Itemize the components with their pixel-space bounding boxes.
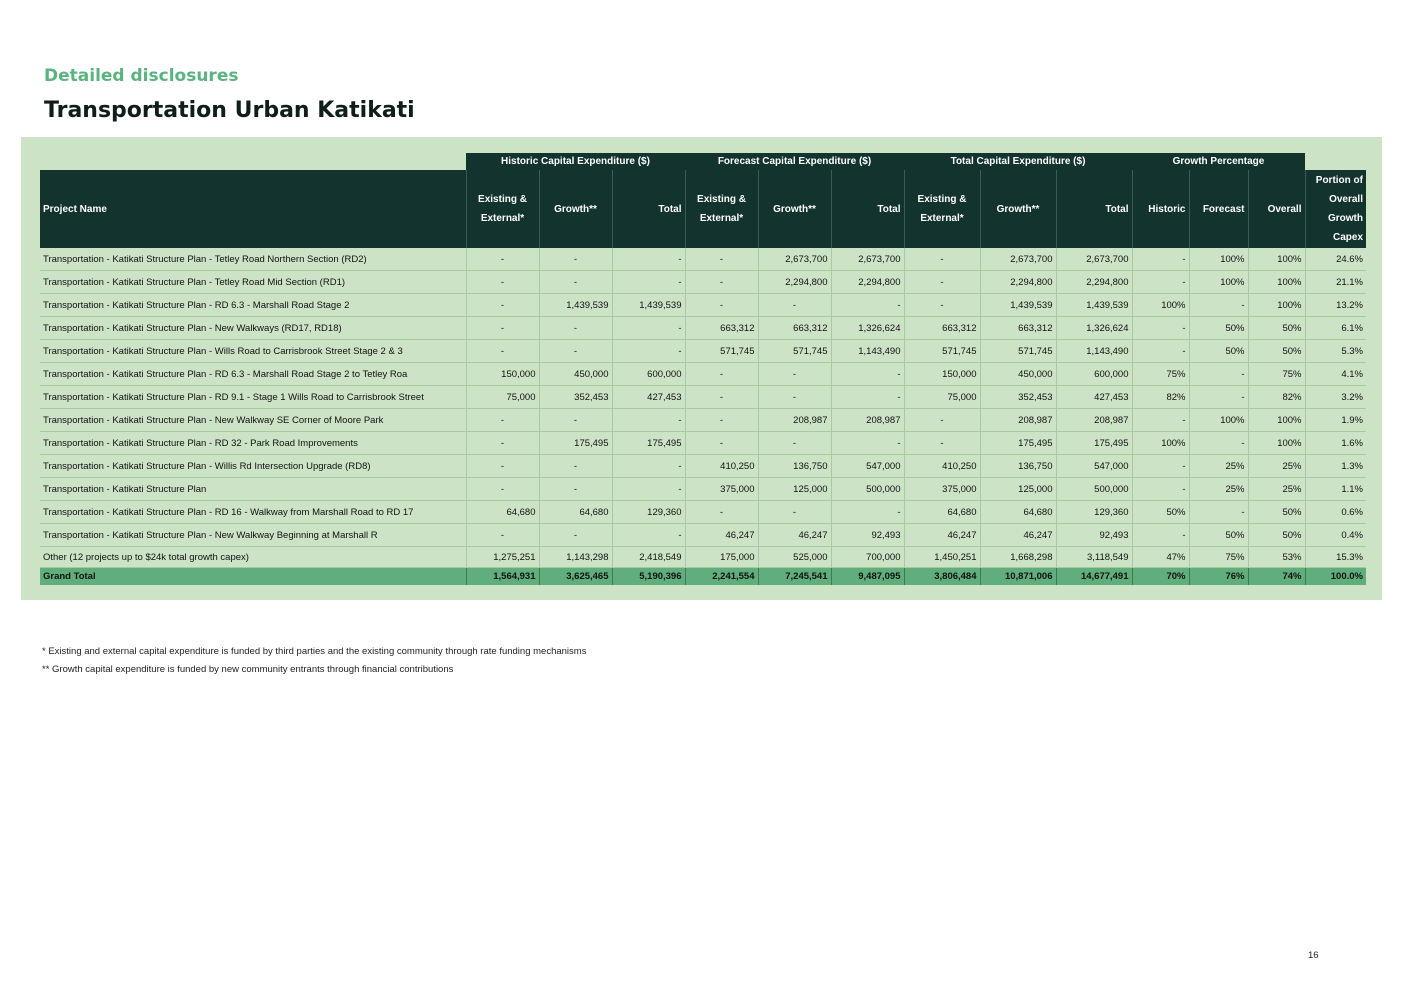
value-cell: - [539,478,612,501]
project-name-cell: Transportation - Katikati Structure Plan - Wills Road to Carrisbrook Street Stage 2 & 3 [40,340,466,363]
value-cell: - [1189,386,1248,409]
value-cell: 571,745 [758,340,831,363]
value-cell: 92,493 [1056,524,1132,547]
value-cell: - [1132,317,1189,340]
value-cell: 1,564,931 [466,568,539,586]
value-cell: - [612,524,685,547]
value-cell: 3.2% [1305,386,1366,409]
value-cell: 100% [1248,248,1305,271]
value-cell: 663,312 [685,317,758,340]
footnote-existing: * Existing and external capital expenditure is funded by third parties and the existing community through rate funding mechanisms [42,646,587,657]
value-cell: - [612,271,685,294]
value-cell: 100% [1248,271,1305,294]
value-cell: - [612,455,685,478]
value-cell: - [539,524,612,547]
value-cell: 100% [1132,294,1189,317]
value-cell: - [612,340,685,363]
value-cell: - [1132,271,1189,294]
value-cell: 13.2% [1305,294,1366,317]
table-row [40,501,1366,524]
value-cell: 1,439,539 [612,294,685,317]
project-name-cell: Transportation - Katikati Structure Plan [40,478,466,501]
value-cell: 700,000 [831,547,904,568]
value-cell: 64,680 [466,501,539,524]
value-cell: - [466,478,539,501]
value-cell: 10,871,006 [980,568,1056,586]
grand-total-row [40,568,1366,586]
value-cell: 208,987 [758,409,831,432]
table-row [40,294,1366,317]
value-cell: 50% [1189,340,1248,363]
value-cell: - [1189,501,1248,524]
value-cell: 3,118,549 [1056,547,1132,568]
value-cell: 175,495 [980,432,1056,455]
col-total-growth: Growth** [980,170,1056,248]
value-cell: 64,680 [980,501,1056,524]
value-cell: 46,247 [758,524,831,547]
value-cell: 50% [1248,501,1305,524]
value-cell: - [612,248,685,271]
value-cell: 74% [1248,568,1305,586]
group-blank [40,153,466,170]
value-cell: - [1132,524,1189,547]
value-cell: 1,143,490 [1056,340,1132,363]
project-name-cell: Transportation - Katikati Structure Plan - RD 6.3 - Marshall Road Stage 2 [40,294,466,317]
value-cell: - [685,248,758,271]
value-cell: - [1132,455,1189,478]
value-cell: - [466,317,539,340]
value-cell: 6.1% [1305,317,1366,340]
group-historic: Historic Capital Expenditure ($) [466,153,685,170]
value-cell: 2,294,800 [980,271,1056,294]
value-cell: 75% [1189,547,1248,568]
value-cell: 100% [1248,409,1305,432]
value-cell: 100% [1132,432,1189,455]
group-header-row [40,153,1366,170]
value-cell: 208,987 [980,409,1056,432]
value-cell: - [1132,248,1189,271]
value-cell: 571,745 [980,340,1056,363]
value-cell: 100.0% [1305,568,1366,586]
value-cell: - [831,294,904,317]
project-name-cell: Transportation - Katikati Structure Plan - New Walkway SE Corner of Moore Park [40,409,466,432]
value-cell: - [758,294,831,317]
value-cell: 410,250 [685,455,758,478]
value-cell: 125,000 [980,478,1056,501]
value-cell: 100% [1189,248,1248,271]
value-cell: 1,275,251 [466,547,539,568]
value-cell: - [831,432,904,455]
value-cell: - [758,386,831,409]
value-cell: 75,000 [904,386,980,409]
project-name-cell: Transportation - Katikati Structure Plan - Tetley Road Mid Section (RD1) [40,271,466,294]
table-row [40,478,1366,501]
value-cell: - [466,409,539,432]
value-cell: 375,000 [904,478,980,501]
value-cell: 5.3% [1305,340,1366,363]
value-cell: 2,418,549 [612,547,685,568]
page-number: 16 [1308,950,1319,961]
value-cell: 2,673,700 [1056,248,1132,271]
value-cell: 1.1% [1305,478,1366,501]
value-cell: 21.1% [1305,271,1366,294]
value-cell: - [539,455,612,478]
value-cell: 2,294,800 [1056,271,1132,294]
value-cell: 547,000 [831,455,904,478]
value-cell: - [539,340,612,363]
col-forecast-growth: Growth** [758,170,831,248]
value-cell: 64,680 [539,501,612,524]
value-cell: - [612,317,685,340]
value-cell: 4.1% [1305,363,1366,386]
value-cell: - [612,478,685,501]
value-cell: 1,450,251 [904,547,980,568]
value-cell: - [758,363,831,386]
table-panel [21,137,1382,600]
value-cell: 100% [1248,432,1305,455]
col-total-existing: Existing & External* [904,170,980,248]
value-cell: 0.6% [1305,501,1366,524]
value-cell: - [539,248,612,271]
project-name-cell: Transportation - Katikati Structure Plan - RD 9.1 - Stage 1 Wills Road to Carrisbrook Street [40,386,466,409]
value-cell: - [685,409,758,432]
table-row [40,547,1366,568]
value-cell: 500,000 [831,478,904,501]
value-cell: 2,673,700 [831,248,904,271]
value-cell: 450,000 [980,363,1056,386]
value-cell: 24.6% [1305,248,1366,271]
value-cell: 1,326,624 [1056,317,1132,340]
value-cell: 136,750 [980,455,1056,478]
value-cell: 571,745 [685,340,758,363]
col-historic-existing: Existing & External* [466,170,539,248]
section-kicker: Detailed disclosures [44,66,239,86]
value-cell: 1,326,624 [831,317,904,340]
value-cell: - [1132,340,1189,363]
table-row [40,248,1366,271]
value-cell: 3,625,465 [539,568,612,586]
value-cell: 208,987 [831,409,904,432]
value-cell: 600,000 [1056,363,1132,386]
capex-table [40,153,1366,585]
value-cell: - [904,248,980,271]
value-cell: 150,000 [466,363,539,386]
value-cell: 663,312 [904,317,980,340]
value-cell: 450,000 [539,363,612,386]
value-cell: 600,000 [612,363,685,386]
value-cell: - [539,409,612,432]
value-cell: 547,000 [1056,455,1132,478]
value-cell: - [466,455,539,478]
project-name-cell: Transportation - Katikati Structure Plan - New Walkway Beginning at Marshall R [40,524,466,547]
value-cell: - [831,386,904,409]
group-forecast: Forecast Capital Expenditure ($) [685,153,904,170]
table-row [40,363,1366,386]
value-cell: 50% [1189,524,1248,547]
value-cell: - [904,294,980,317]
value-cell: 100% [1189,271,1248,294]
value-cell: 82% [1132,386,1189,409]
value-cell: - [466,524,539,547]
value-cell: - [904,432,980,455]
group-blank-end [1305,153,1366,170]
value-cell: - [466,294,539,317]
value-cell: - [466,248,539,271]
value-cell: - [685,432,758,455]
value-cell: 208,987 [1056,409,1132,432]
value-cell: - [831,363,904,386]
value-cell: 7,245,541 [758,568,831,586]
value-cell: 50% [1248,340,1305,363]
table-row [40,455,1366,478]
value-cell: 25% [1248,455,1305,478]
table-row [40,386,1366,409]
value-cell: 2,673,700 [980,248,1056,271]
value-cell: 15.3% [1305,547,1366,568]
project-name-cell: Transportation - Katikati Structure Plan - RD 32 - Park Road Improvements [40,432,466,455]
value-cell: 175,495 [612,432,685,455]
value-cell: 175,000 [685,547,758,568]
footnote-growth: ** Growth capital expenditure is funded by new community entrants through financial contributions [42,664,454,675]
value-cell: - [466,340,539,363]
value-cell: 25% [1189,478,1248,501]
value-cell: 0.4% [1305,524,1366,547]
value-cell: 663,312 [980,317,1056,340]
value-cell: 1.9% [1305,409,1366,432]
col-historic-growth: Growth** [539,170,612,248]
col-total-total: Total [1056,170,1132,248]
value-cell: 2,294,800 [758,271,831,294]
value-cell: 9,487,095 [831,568,904,586]
col-portion: Portion of Overall Growth Capex [1305,170,1366,248]
col-pct-overall: Overall [1248,170,1305,248]
value-cell: 50% [1248,524,1305,547]
value-cell: 375,000 [685,478,758,501]
value-cell: 136,750 [758,455,831,478]
value-cell: 1.6% [1305,432,1366,455]
value-cell: 50% [1189,317,1248,340]
value-cell: 92,493 [831,524,904,547]
col-forecast-existing: Existing & External* [685,170,758,248]
value-cell: 46,247 [980,524,1056,547]
value-cell: 50% [1248,317,1305,340]
value-cell: 76% [1189,568,1248,586]
table-body [40,248,1366,585]
table-row [40,432,1366,455]
table-row [40,524,1366,547]
value-cell: 75,000 [466,386,539,409]
value-cell: 1.3% [1305,455,1366,478]
value-cell: - [539,271,612,294]
project-name-cell: Transportation - Katikati Structure Plan - RD 6.3 - Marshall Road Stage 2 to Tetley Roa [40,363,466,386]
value-cell: 5,190,396 [612,568,685,586]
value-cell: - [612,409,685,432]
value-cell: - [904,409,980,432]
value-cell: 427,453 [612,386,685,409]
value-cell: 50% [1132,501,1189,524]
value-cell: 1,143,490 [831,340,904,363]
value-cell: - [1132,409,1189,432]
table-row [40,409,1366,432]
value-cell: 64,680 [904,501,980,524]
value-cell: 150,000 [904,363,980,386]
value-cell: - [1132,478,1189,501]
value-cell: 525,000 [758,547,831,568]
value-cell: 663,312 [758,317,831,340]
group-total: Total Capital Expenditure ($) [904,153,1132,170]
value-cell: 2,294,800 [831,271,904,294]
project-name-cell: Transportation - Katikati Structure Plan - RD 16 - Walkway from Marshall Road to RD 17 [40,501,466,524]
value-cell: 75% [1132,363,1189,386]
page-title: Transportation Urban Katikati [44,98,415,123]
value-cell: 75% [1248,363,1305,386]
value-cell: 129,360 [612,501,685,524]
project-name-cell: Transportation - Katikati Structure Plan - Tetley Road Northern Section (RD2) [40,248,466,271]
value-cell: 25% [1189,455,1248,478]
col-pct-forecast: Forecast [1189,170,1248,248]
value-cell: - [758,501,831,524]
value-cell: 427,453 [1056,386,1132,409]
col-project-name: Project Name [40,170,466,248]
project-name-cell: Other (12 projects up to $24k total growth capex) [40,547,466,568]
value-cell: - [685,294,758,317]
value-cell: 125,000 [758,478,831,501]
value-cell: 175,495 [1056,432,1132,455]
value-cell: 46,247 [904,524,980,547]
value-cell: - [904,271,980,294]
value-cell: 25% [1248,478,1305,501]
value-cell: - [685,363,758,386]
value-cell: 2,241,554 [685,568,758,586]
value-cell: - [1189,294,1248,317]
value-cell: 571,745 [904,340,980,363]
value-cell: 410,250 [904,455,980,478]
value-cell: - [685,501,758,524]
table-row [40,340,1366,363]
value-cell: 500,000 [1056,478,1132,501]
col-forecast-total: Total [831,170,904,248]
value-cell: - [831,501,904,524]
value-cell: 352,453 [980,386,1056,409]
value-cell: 2,673,700 [758,248,831,271]
value-cell: 175,495 [539,432,612,455]
col-historic-total: Total [612,170,685,248]
column-header-row [40,170,1366,248]
value-cell: 1,439,539 [1056,294,1132,317]
value-cell: 1,668,298 [980,547,1056,568]
value-cell: - [758,432,831,455]
col-pct-historic: Historic [1132,170,1189,248]
value-cell: 100% [1248,294,1305,317]
value-cell: 14,677,491 [1056,568,1132,586]
value-cell: 46,247 [685,524,758,547]
value-cell: 1,439,539 [539,294,612,317]
value-cell: 82% [1248,386,1305,409]
project-name-cell: Grand Total [40,568,466,586]
project-name-cell: Transportation - Katikati Structure Plan - New Walkways (RD17, RD18) [40,317,466,340]
value-cell: 1,439,539 [980,294,1056,317]
value-cell: 129,360 [1056,501,1132,524]
value-cell: 3,806,484 [904,568,980,586]
value-cell: 70% [1132,568,1189,586]
table-row [40,271,1366,294]
value-cell: 47% [1132,547,1189,568]
value-cell: - [685,386,758,409]
value-cell: - [1189,432,1248,455]
value-cell: 53% [1248,547,1305,568]
value-cell: - [539,317,612,340]
value-cell: - [466,271,539,294]
group-growth: Growth Percentage [1132,153,1305,170]
value-cell: 100% [1189,409,1248,432]
table-row [40,317,1366,340]
value-cell: 352,453 [539,386,612,409]
value-cell: 1,143,298 [539,547,612,568]
value-cell: - [685,271,758,294]
footnotes [42,643,586,679]
value-cell: - [466,432,539,455]
value-cell: - [1189,363,1248,386]
project-name-cell: Transportation - Katikati Structure Plan - Willis Rd Intersection Upgrade (RD8) [40,455,466,478]
